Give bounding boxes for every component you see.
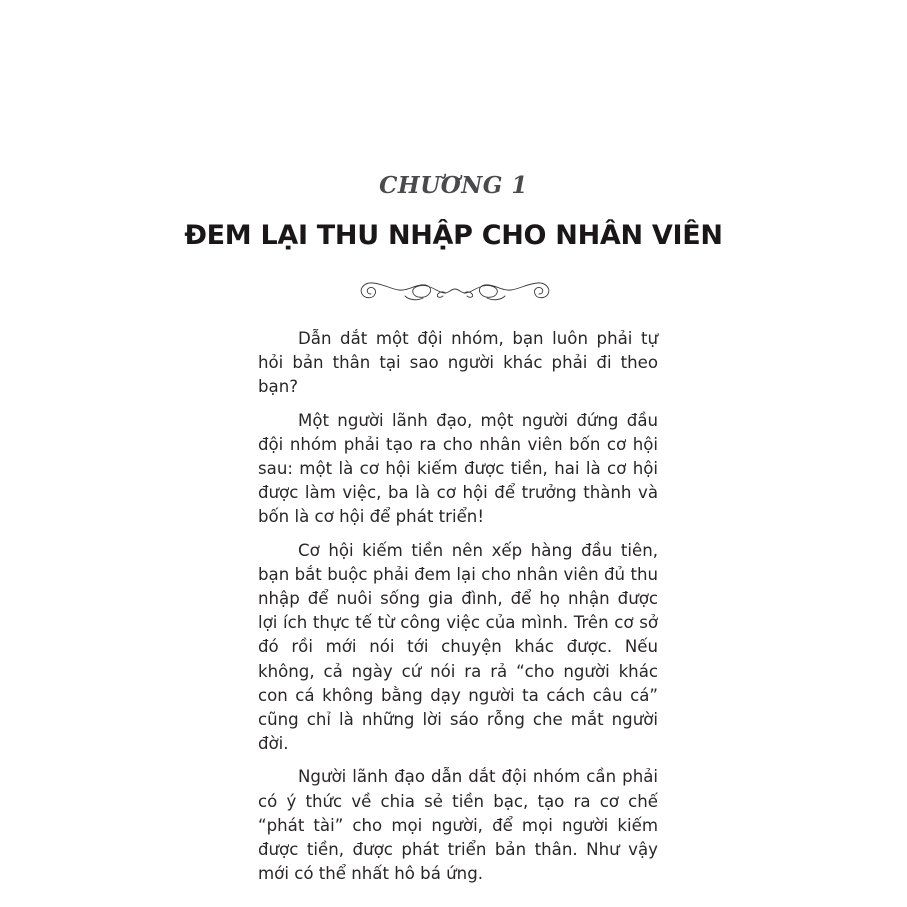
chapter-label: CHƯƠNG 1: [379, 172, 528, 199]
flourish-divider-icon: [357, 276, 553, 306]
paragraph: Dẫn dắt một đội nhóm, bạn luôn phải tự hỏi bản thân tại sao người khác phải đi theo bạn?: [258, 329, 658, 397]
chapter-body: [258, 327, 658, 895]
paragraph: Cơ hội kiếm tiền nên xếp hàng đầu tiên, bạn bắt buộc phải đem lại cho nhân viên đủ thu nhập để nuôi sống gia đình, để họ nhận được lợi ích thực tế từ công việc của mình. Trên cơ sở đó rồi mới nói tới chuyện khác được. Nếu không, cả ngày cứ nói ra rả “cho người khác con cá không bằng dạy người ta cách câu cá” cũng chỉ là những lời sáo rỗng che mắt người đời.: [258, 540, 658, 754]
paragraph: Người lãnh đạo dẫn dắt đội nhóm cần phải có ý thức về chia sẻ tiền bạc, tạo ra cơ chế “phát tài” cho mọi người, để mọi người kiếm được tiền, được phát triển bản thân. Như vậy mới có thể nhất hô bá ứng.: [258, 767, 658, 884]
chapter-title: ĐEM LẠI THU NHẬP CHO NHÂN VIÊN: [184, 220, 723, 251]
paragraph: Một người lãnh đạo, một người đứng đầu đội nhóm phải tạo ra cho nhân viên bốn cơ hội sau: một là cơ hội kiếm được tiền, hai là cơ hội được làm việc, ba là cơ hội để trưởng thành và bốn là cơ hội để phát triển!: [258, 410, 658, 527]
